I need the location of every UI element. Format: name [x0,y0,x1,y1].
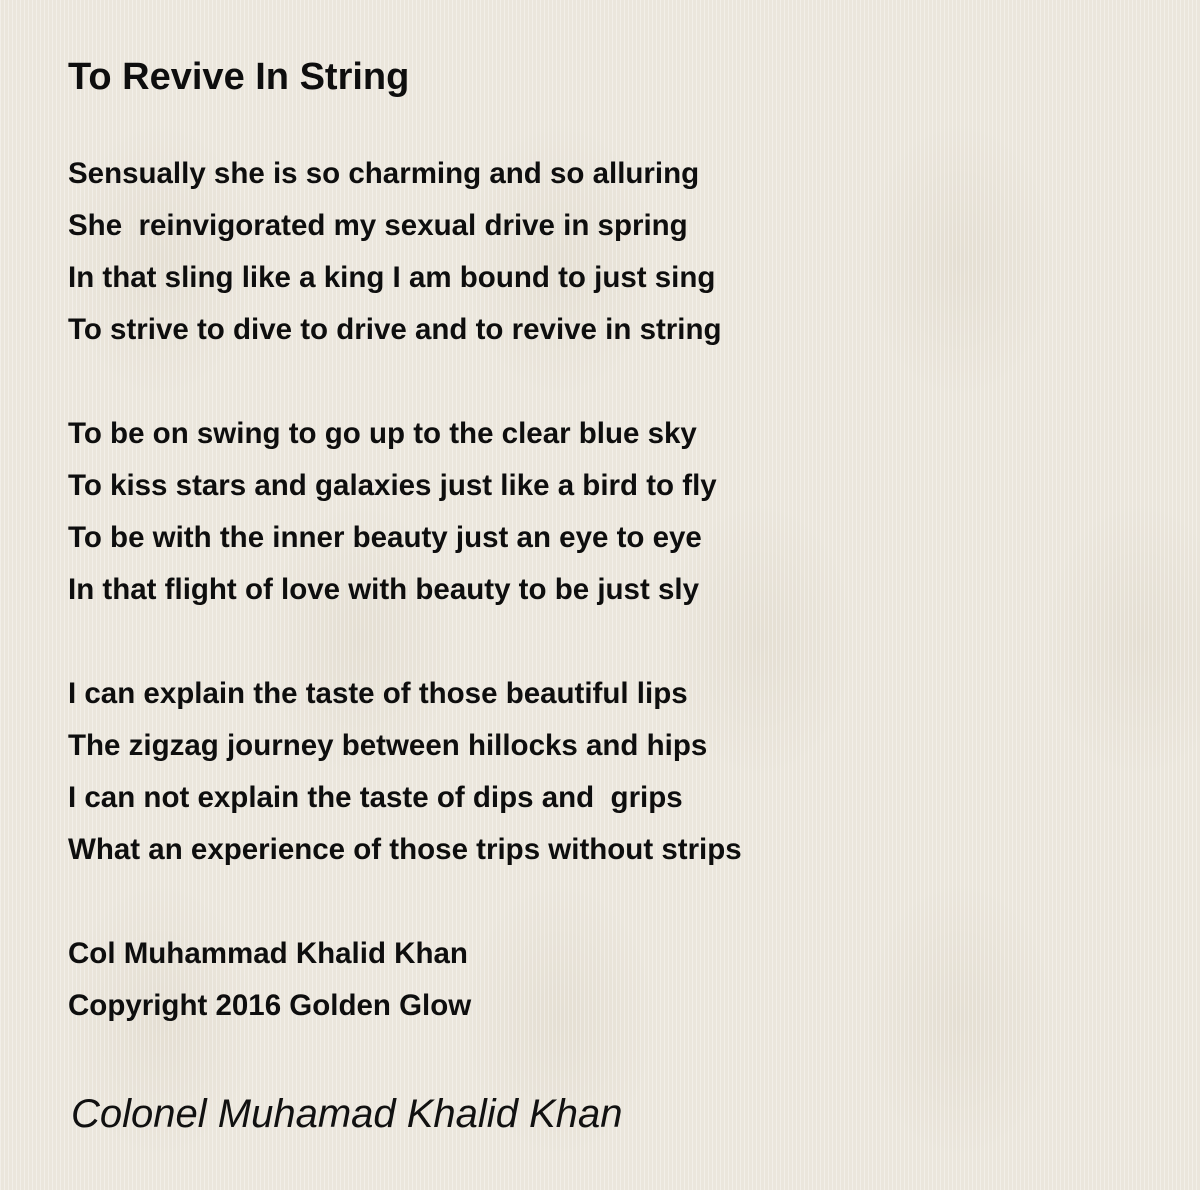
poem-line: I can explain the taste of those beautiful lips [68,677,688,710]
poem-line: To be on swing to go up to the clear blue sky [68,417,697,450]
poet-signature: Colonel Muhamad Khalid Khan [71,1092,623,1136]
poem-line: To kiss stars and galaxies just like a bird to fly [68,469,717,502]
poem-line: In that flight of love with beauty to be just sly [68,573,699,606]
copyright-line: Copyright 2016 Golden Glow [68,989,472,1022]
poem-line: In that sling like a king I am bound to just sing [68,261,716,294]
stanza-1 [68,148,722,356]
attribution-block [68,928,471,1032]
stanza-2 [68,408,717,616]
poem-line: The zigzag journey between hillocks and hips [68,729,708,762]
poem-line: Sensually she is so charming and so alluring [68,157,700,190]
poem-title: To Revive In String [68,56,410,98]
author-line: Col Muhammad Khalid Khan [68,937,468,970]
stanza-3 [68,668,742,876]
poem-line: I can not explain the taste of dips and grips [68,781,683,814]
poem-line: She reinvigorated my sexual drive in spring [68,209,688,242]
poem-line: To strive to dive to drive and to revive in string [68,313,722,346]
poem-line: To be with the inner beauty just an eye to eye [68,521,702,554]
poem-line: What an experience of those trips without strips [68,833,742,866]
